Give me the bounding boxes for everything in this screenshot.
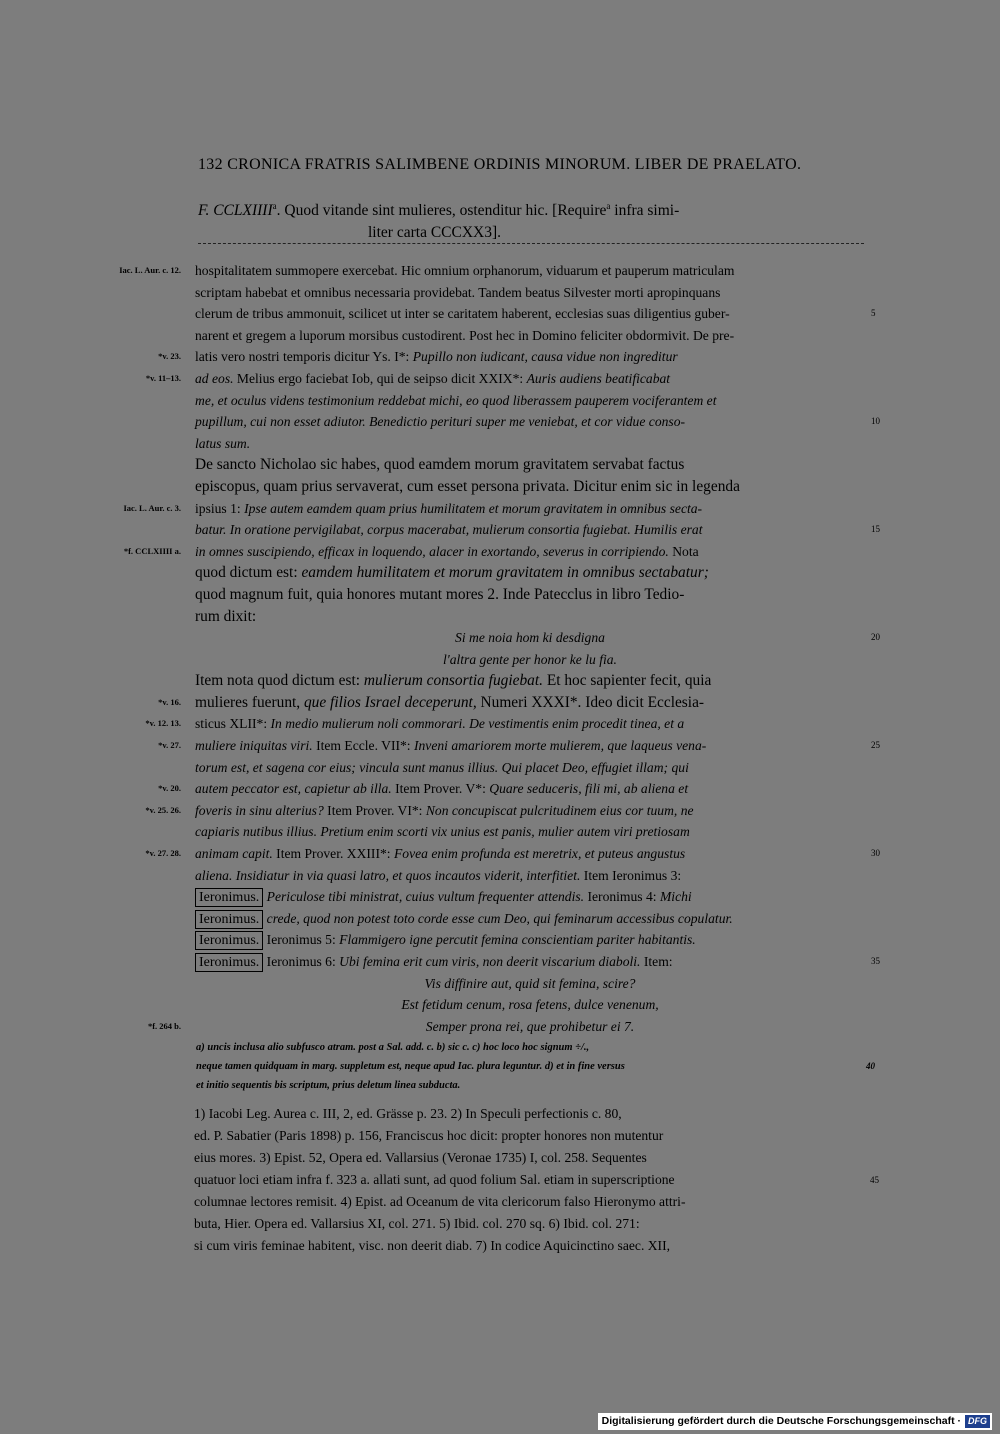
text-line — [195, 929, 865, 951]
roman-text: Ieronimus 6: — [263, 954, 340, 969]
italic-text: Si me noia hom ki desdigna — [455, 630, 605, 646]
italic-text: autem peccator est, capietur ab illa. — [195, 781, 392, 797]
text-line — [158, 692, 865, 714]
line-number: 45 — [870, 1175, 879, 1185]
main-text — [119, 260, 880, 1037]
italic-text: Non concupiscat pulcritudinem eius cor tuum, ne — [425, 802, 694, 818]
roman-text: narent et gregem a luporum morsibus custodirent. Post hec in Domino feliciter obdormivit. De pre- — [195, 327, 735, 343]
boxed-marginal: Ieronimus. — [195, 888, 263, 907]
roman-text: columnae lectores remisit. 4) Epist. ad Oceanum de vita clericorum falso Hieronymo attri- — [194, 1194, 686, 1209]
folio-sup: a — [272, 201, 277, 211]
italic-text: Est fetidum cenum, rosa fetens, dulce venenum, — [401, 997, 659, 1013]
italic-text: Pupillo non iudicant, causa vidue non ingreditur — [412, 349, 678, 365]
running-header: 132 CRONICA FRATRIS SALIMBENE ORDINIS MINORUM. LIBER DE PRAELATO. — [198, 156, 802, 173]
roman-text: quod dictum est: — [195, 564, 302, 582]
italic-text: Periculose tibi ministrat, cuius vultum frequenter attendis. — [263, 889, 585, 905]
text-line — [147, 1016, 865, 1038]
line-number: 5 — [871, 308, 876, 319]
italic-text: Ipse autem eamdem quam prius humilitatem et morum gravitatem in omnibus secta- — [244, 500, 703, 516]
roman-text: eius mores. 3) Epist. 52, Opera ed. Vallarsius (Veronae 1735) I, col. 258. Sequentes — [194, 1150, 647, 1165]
text-line — [195, 627, 880, 649]
text-line — [195, 325, 865, 347]
text-line — [123, 498, 865, 520]
margin-note: *v. 27. — [158, 740, 181, 751]
separator-rule — [198, 243, 864, 244]
folio-line-2: liter carta CCCXX3]. — [368, 224, 502, 242]
text-line — [158, 778, 865, 800]
text-line — [194, 1213, 864, 1235]
roman-text: Item Ieronimus 3: — [580, 867, 682, 883]
text-line — [195, 282, 865, 304]
source-notes — [194, 1103, 879, 1257]
text-line — [195, 454, 865, 476]
roman-text: episcopus, quam prius servaverat, cum esset persona privata. Dicitur enim sic in legenda — [195, 477, 740, 495]
roman-text: buta, Hier. Opera ed. Vallarsius XI, col. 271. 5) Ibid. col. 270 sq. 6) Ibid. col. 271: — [194, 1216, 640, 1231]
margin-note: *f. 264 b. — [147, 1020, 181, 1031]
roman-text: latis vero nostri temporis dicitur Ys. I*: — [195, 349, 413, 365]
folio-sup-2: a — [606, 201, 611, 211]
italic-text: torum est, et sagena cor eius; vincula sunt manus illius. Qui placet Deo, effugiet illam; qui — [195, 759, 689, 775]
italic-text: Ubi femina erit cum viris, non deerit viscarium diaboli. — [339, 954, 641, 969]
margin-note: *v. 25. 26. — [145, 804, 181, 815]
roman-text: quod magnum fuit, quia honores mutant mores 2. Inde Patecclus in libro Tedio- — [195, 585, 685, 603]
text-line — [195, 886, 865, 908]
text-line — [195, 757, 865, 779]
italic-text: Semper prona rei, que prohibetur ei 7. — [425, 1018, 635, 1034]
italic-text: Auris audiens beatificabat — [526, 370, 671, 386]
text-line — [194, 1103, 864, 1125]
text-line — [195, 994, 865, 1016]
margin-note: Iac. L. Aur. c. 3. — [123, 502, 181, 513]
margin-note: Iac. L. Aur. c. 12. — [119, 265, 181, 275]
text-line — [195, 865, 865, 887]
text-line — [194, 1235, 864, 1257]
text-line — [145, 368, 865, 390]
roman-text: Ieronimus 4: — [584, 889, 660, 905]
italic-text: que filios Israel deceperunt, — [303, 693, 477, 711]
italic-text: eamdem humilitatem et morum gravitatem in omnibus sectabatur; — [301, 564, 709, 582]
folio-heading — [198, 195, 864, 244]
italic-text: In medio mulierum noli commorari. De vestimentis enim procedit tinea, et a — [270, 716, 685, 732]
roman-text: De sancto Nicholao sic habes, quod eamdem morum gravitatem servabat factus — [195, 456, 685, 474]
italic-text: pupillum, cui non esset adiutor. Benedictio perituri super me veniebat, et cor vidue conso- — [195, 414, 686, 430]
apparatus-notes — [196, 1038, 875, 1095]
text-line — [158, 346, 865, 368]
text-line — [195, 390, 865, 412]
roman-text: ed. P. Sabatier (Paris 1898) p. 156, Franciscus hoc dicit: propter honores non mutentur — [194, 1128, 664, 1143]
line-number: 10 — [871, 416, 880, 427]
text-line — [195, 606, 865, 628]
boxed-marginal: Ieronimus. — [195, 910, 263, 929]
text-line — [145, 800, 865, 822]
text-line — [123, 541, 865, 563]
roman-text: Item Prover. V*: — [391, 781, 490, 797]
roman-text: a) uncis inclusa alio subfusco atram. post a Sal. add. c. b) sic c. c) hoc loco hoc signum ÷/., — [196, 1042, 590, 1053]
italic-text: crede, quod non potest toto corde esse cum Deo, qui feminarum accessibus copulatur. — [263, 910, 733, 926]
italic-text: batur. In oratione pervigilabat, corpus macerabat, mulierum consortia fugiebat. Humilis erat — [195, 522, 703, 538]
text-line — [195, 951, 880, 973]
margin-note: *v. 11–13. — [145, 372, 181, 383]
line-number: 15 — [871, 524, 880, 535]
roman-text: Item Prover. XXIII*: — [272, 846, 394, 862]
roman-text: neque tamen quidquam in marg. suppletum est, neque apud Iac. plura leguntur. d) et in fine versus — [196, 1061, 625, 1072]
margin-note: *v. 27. 28. — [145, 848, 181, 859]
italic-text: Michi — [659, 889, 692, 905]
text-line — [195, 649, 865, 671]
italic-text: Flammigero igne percutit femina conscientiam pariter habitantis. — [339, 932, 696, 948]
margin-note: *f. CCLXIIII a. — [123, 545, 181, 556]
text-line — [195, 519, 880, 541]
roman-text: scriptam habebat et omnibus necessaria providebat. Tandem beatus Silvester morti apropinquans — [195, 284, 721, 300]
roman-text: clerum de tribus ammonuit, scilicet ut inter se caritatem haberent, ecclesias suas diligentius guber- — [195, 306, 730, 322]
boxed-marginal: Ieronimus. — [195, 931, 263, 950]
roman-text: ipsius 1: — [195, 500, 245, 516]
dfg-logo: DFG — [965, 1415, 990, 1428]
folio-text: . Quod vitande sint mulieres, ostenditur hic. [Require — [276, 202, 607, 220]
folio-label: F. CCLXIIII — [198, 202, 273, 220]
text-line — [145, 713, 865, 735]
text-line — [196, 1076, 864, 1095]
margin-note: *v. 12. 13. — [145, 718, 181, 729]
italic-text: Quare seduceris, fili mi, ab aliena et — [489, 781, 689, 797]
text-line — [195, 973, 865, 995]
roman-text: Et hoc sapienter fecit, quia — [542, 672, 712, 690]
line-number: 35 — [871, 956, 880, 966]
roman-text: Ieronimus 5: — [263, 932, 340, 948]
text-line — [195, 908, 865, 930]
line-number: 40 — [866, 1061, 875, 1071]
roman-text: Item: — [640, 954, 673, 969]
italic-text: ad eos. — [195, 370, 234, 386]
text-line — [195, 821, 865, 843]
italic-text: Vis diffinire aut, quid sit femina, scire? — [424, 975, 636, 991]
italic-text: mulierum consortia fugiebat. — [363, 672, 543, 690]
line-number: 30 — [871, 848, 880, 859]
text-line — [195, 584, 865, 606]
italic-text: l'altra gente per honor ke lu fia. — [443, 651, 617, 667]
italic-text: me, et oculus videns testimonium reddebat michi, eo quod liberassem pauperem vociferantem et — [195, 392, 717, 408]
text-line — [194, 1169, 879, 1191]
roman-text: Nota — [668, 543, 699, 559]
roman-text: quatuor loci etiam infra f. 323 a. allati sunt, ad quod folium Sal. etiam in superscriptione — [194, 1172, 675, 1187]
text-line — [195, 433, 865, 455]
margin-note: *v. 16. — [158, 696, 181, 707]
text-line — [195, 411, 880, 433]
roman-text: rum dixit: — [195, 607, 257, 625]
italic-text: aliena. Insidiatur in via quasi latro, et quos incautos viderit, interfitiet. — [195, 867, 581, 883]
text-line — [196, 1057, 875, 1076]
roman-text: Item Eccle. VII*: — [312, 738, 414, 754]
text-line — [196, 1038, 864, 1057]
italic-text: capiaris nutibus illius. Pretium enim scorti vix unius est panis, mulier autem viri pretiosam — [195, 824, 690, 840]
italic-text: in omnes suscipiendo, efficax in loquendo, alacer in exortando, severus in corripiendo. — [195, 543, 669, 559]
text-line — [119, 260, 865, 282]
text-line — [195, 670, 865, 692]
italic-text: foveris in sinu alterius? — [195, 802, 324, 818]
footer-text: Digitalisierung gefördert durch die Deutsche Forschungsgemeinschaft · — [601, 1415, 961, 1427]
folio-text-2: infra simi- — [610, 202, 680, 220]
roman-text: si cum viris feminae habitent, visc. non deerit diab. 7) In codice Aquicinctino saec. XII, — [194, 1238, 671, 1253]
margin-note: *v. 23. — [158, 351, 181, 362]
roman-text: Item Prover. VI*: — [323, 802, 426, 818]
roman-text: Numeri XXXI*. Ideo dicit Ecclesia- — [476, 693, 705, 711]
roman-text: hospitalitatem summopere exercebat. Hic omnium orphanorum, viduarum et pauperum matriculam — [195, 263, 735, 278]
roman-text: mulieres fuerunt, — [195, 693, 304, 711]
roman-text: et initio sequentis bis scriptum, prius deletum linea subducta. — [196, 1080, 461, 1091]
italic-text: Fovea enim profunda est meretrix, et puteus angustus — [393, 846, 686, 862]
italic-text: latus sum. — [195, 435, 251, 451]
italic-text: Inveni amariorem morte mulierem, que laqueus vena- — [413, 738, 707, 754]
roman-text: sticus XLII*: — [195, 716, 271, 732]
italic-text: muliere iniquitas viri. — [195, 738, 313, 754]
text-line — [194, 1125, 864, 1147]
margin-note: *v. 20. — [158, 783, 181, 794]
text-line — [194, 1147, 864, 1169]
text-line — [194, 1191, 864, 1213]
line-number: 25 — [871, 740, 880, 751]
digitization-footer — [598, 1413, 992, 1430]
text-line — [145, 843, 880, 865]
roman-text: Melius ergo faciebat Iob, qui de seipso dicit XXIX*: — [233, 370, 527, 386]
boxed-marginal: Ieronimus. — [195, 953, 263, 972]
roman-text: Item nota quod dictum est: — [195, 672, 364, 690]
text-line — [195, 476, 865, 498]
italic-text: animam capit. — [195, 846, 273, 862]
roman-text: 1) Iacobi Leg. Aurea c. III, 2, ed. Grässe p. 23. 2) In Speculi perfectionis c. 80, — [194, 1106, 622, 1121]
text-line — [195, 303, 876, 325]
text-line — [158, 735, 880, 757]
text-line — [195, 562, 865, 584]
line-number: 20 — [871, 632, 880, 643]
